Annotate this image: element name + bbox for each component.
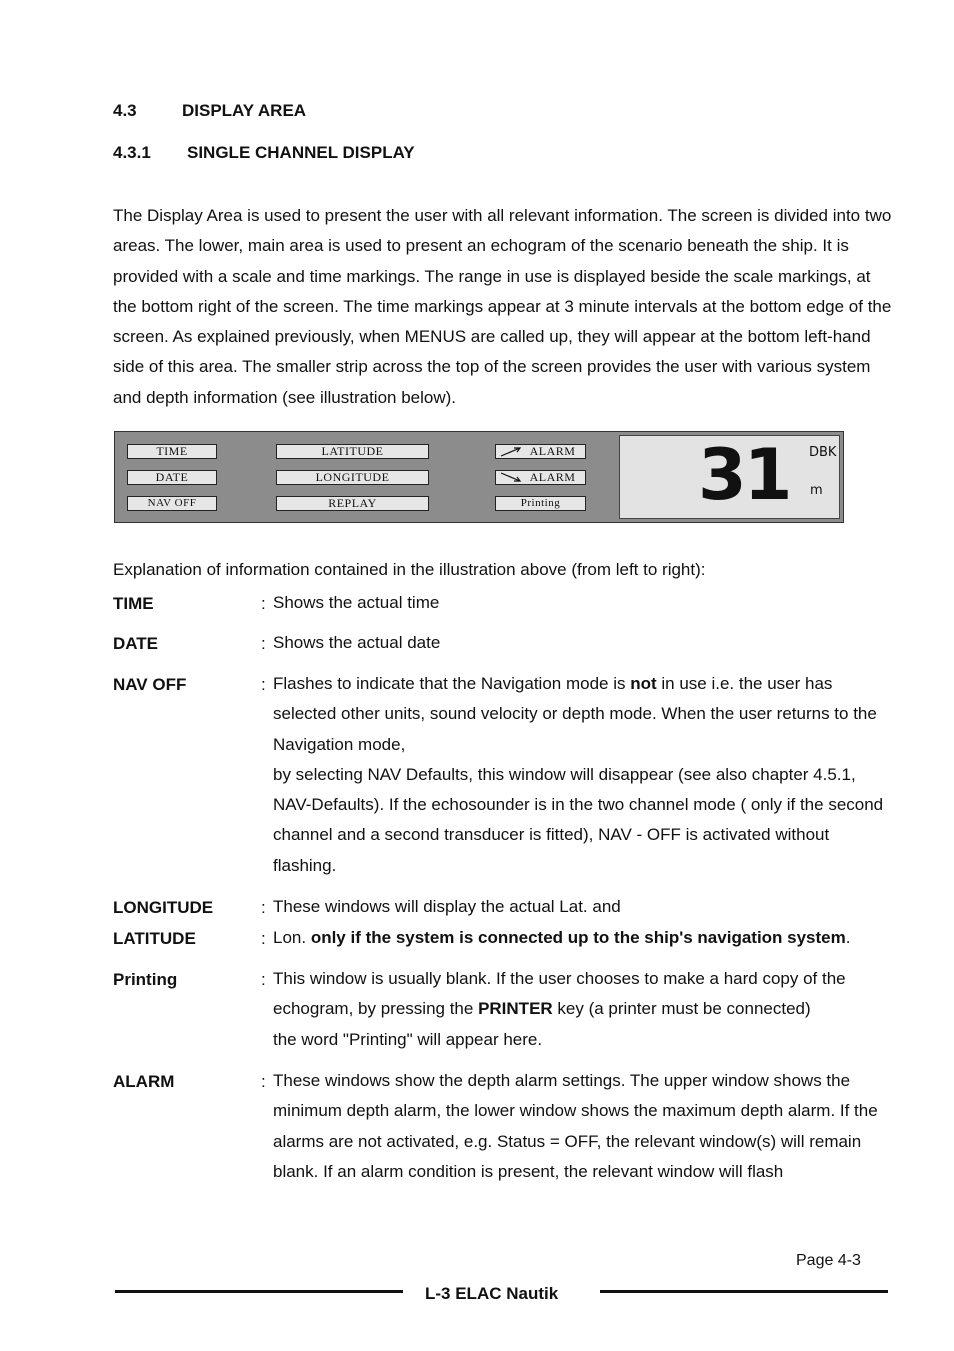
desc-text: . bbox=[845, 928, 851, 947]
colon: : bbox=[261, 634, 266, 653]
depth-unit: m bbox=[810, 483, 823, 498]
page-number: Page 4-3 bbox=[796, 1252, 861, 1269]
term-latitude: LATITUDE bbox=[113, 929, 196, 948]
display-strip-illustration bbox=[114, 431, 844, 523]
panel-min-alarm-window bbox=[495, 444, 586, 459]
desc-emphasis: not bbox=[630, 674, 657, 693]
depth-display bbox=[619, 435, 840, 519]
arrow-up-right-icon bbox=[500, 446, 522, 457]
subsection-title: SINGLE CHANNEL DISPLAY bbox=[187, 143, 415, 162]
desc-text: Lon. bbox=[273, 928, 311, 947]
min-alarm-label: ALARM bbox=[529, 444, 576, 458]
desc-latitude bbox=[273, 923, 888, 953]
section-number: 4.3 bbox=[113, 101, 137, 120]
desc-navoff bbox=[273, 669, 888, 881]
subsection-number: 4.3.1 bbox=[113, 143, 151, 162]
subsection-heading bbox=[113, 143, 151, 163]
panel-max-alarm-window bbox=[495, 470, 586, 485]
desc-time: Shows the actual time bbox=[273, 593, 440, 612]
term-date: DATE bbox=[113, 634, 159, 653]
depth-value: 31 bbox=[698, 434, 790, 516]
section-heading bbox=[113, 101, 137, 121]
desc-text: This window is usually blank. If the user chooses to make a hard copy of the echogram, by pressing the bbox=[273, 969, 846, 1019]
depth-label: DBK bbox=[809, 445, 837, 460]
colon: : bbox=[261, 1072, 266, 1091]
colon: : bbox=[261, 929, 266, 948]
panel-navoff-window: NAV OFF bbox=[127, 496, 217, 511]
term-alarm: ALARM bbox=[113, 1072, 175, 1091]
arrow-down-right-icon bbox=[500, 472, 522, 483]
desc-text: by selecting NAV Defaults, this window will disappear (see also chapter 4.5.1, NAV-Defaults). If the echosounder is in the two channel mode ( only if the second channel and a second transducer is fitted), NAV - OFF is activated without flashing. bbox=[273, 764, 884, 875]
footer-rule-left bbox=[115, 1290, 403, 1293]
max-alarm-label: ALARM bbox=[529, 470, 576, 484]
desc-emphasis: only if the system is connected up to the ship's navigation system bbox=[310, 928, 846, 947]
definitions-intro: Explanation of information contained in the illustration above (from left to right): bbox=[113, 560, 706, 579]
term-time: TIME bbox=[113, 594, 154, 613]
colon: : bbox=[261, 675, 266, 694]
section-title: DISPLAY AREA bbox=[182, 101, 307, 120]
panel-date-window: DATE bbox=[127, 470, 217, 485]
colon: : bbox=[261, 970, 266, 989]
term-printing: Printing bbox=[113, 970, 178, 989]
panel-printing-window: Printing bbox=[495, 496, 586, 511]
desc-text: the word "Printing" will appear here. bbox=[273, 1029, 543, 1049]
desc-date: Shows the actual date bbox=[273, 633, 441, 652]
intro-paragraph: The Display Area is used to present the user with all relevant information. The screen is divided into two areas. The lower, main area is used to present an echogram of the scenario beneath the ship. It is provided with a scale and time markings. The range in use is displayed beside the scale markings, at the bottom right of the screen. The time markings appear at 3 minute intervals at the bottom edge of the screen. As explained previously, when MENUS are called up, they will appear at the bottom left-hand side of this area. The smaller strip across the top of the screen provides the user with various system and depth information (see illustration below). bbox=[113, 206, 892, 407]
desc-text: key (a printer must be connected) bbox=[552, 999, 811, 1019]
panel-longitude-window: LONGITUDE bbox=[276, 470, 429, 485]
desc-emphasis: PRINTER bbox=[478, 999, 553, 1019]
desc-printing bbox=[273, 964, 888, 1055]
term-navoff: NAV OFF bbox=[113, 675, 187, 694]
colon: : bbox=[261, 898, 266, 917]
panel-time-window: TIME bbox=[127, 444, 217, 459]
term-longitude: LONGITUDE bbox=[113, 898, 214, 917]
desc-alarm: These windows show the depth alarm settings. The upper window shows the minimum depth alarm, the lower window shows the maximum depth alarm. If the alarms are not activated, e.g. Status = OFF, the relevant window(s) will remain blank. If an alarm condition is present, the relevant window will flash bbox=[273, 1071, 878, 1181]
desc-text: in use i.e. the user has selected other units, sound velocity or depth mode. When the user returns to the Navigation mode, bbox=[273, 674, 877, 754]
footer-company: L-3 ELAC Nautik bbox=[425, 1284, 559, 1303]
footer-rule-right bbox=[600, 1290, 888, 1293]
desc-longitude: These windows will display the actual Lat. and bbox=[273, 897, 621, 916]
panel-replay-window: REPLAY bbox=[276, 496, 429, 511]
desc-text: Flashes to indicate that the Navigation mode is bbox=[273, 674, 631, 693]
panel-latitude-window: LATITUDE bbox=[276, 444, 429, 459]
colon: : bbox=[261, 594, 266, 613]
